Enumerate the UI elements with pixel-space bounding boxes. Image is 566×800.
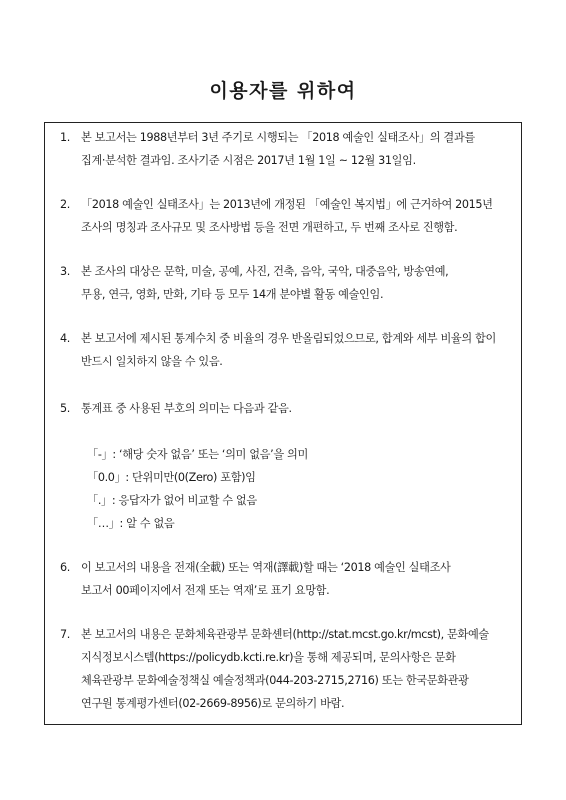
list-item <box>60 126 510 172</box>
item-number: 7. <box>60 628 70 641</box>
item-number: 1. <box>60 131 70 144</box>
item-line: 반드시 일치하지 않을 수 있음. <box>81 355 223 368</box>
item-text <box>81 260 510 306</box>
item-line: 본 보고서는 1988년부터 3년 주기로 시행되는 「2018 예술인 실태조사」의 결과를 <box>81 131 475 144</box>
notice-box <box>44 122 522 725</box>
item-number: 4. <box>60 332 70 345</box>
item-text <box>81 126 510 172</box>
list-item <box>60 623 510 715</box>
item-line: 지식정보시스템(https://policydb.kcti.re.kr)을 통해 제공되며, 문의사항은 문화 <box>81 651 456 664</box>
item-number: 3. <box>60 265 70 278</box>
item-text <box>81 556 510 602</box>
item-line: 본 보고서에 제시된 통계수치 중 비율의 경우 반올림되었으므로, 합계와 세부 비율의 합이 <box>81 332 496 345</box>
symbol-legend-line: 「-」: ‘해당 숫자 없음’ 또는 ‘의미 없음’을 의미 <box>87 448 308 461</box>
list-item <box>60 260 510 306</box>
item-number: 6. <box>60 561 70 574</box>
item-line: 무용, 연극, 영화, 만화, 기타 등 모두 14개 분야별 활동 예술인임. <box>81 288 384 301</box>
item-line: 체육관광부 문화예술정책실 예술정책과(044-203-2715,2716) 또는 한국문화관광 <box>81 674 469 687</box>
item-line: 본 조사의 대상은 문학, 미술, 공예, 사진, 건축, 음악, 국악, 대중음악, 방송연예, <box>81 265 449 278</box>
item-text <box>81 193 510 239</box>
item-line: 「2018 예술인 실태조사」는 2013년에 개정된 「예술인 복지법」에 근거하여 2015년 <box>81 198 493 211</box>
item-line: 집계·분석한 결과임. 조사기준 시점은 2017년 1월 1일 ~ 12월 31일임. <box>81 154 416 167</box>
list-item <box>60 193 510 239</box>
item-line: 통계표 중 사용된 부호의 의미는 다음과 같음. <box>81 402 292 415</box>
symbol-legend-line: 「.」: 응답자가 없어 비교할 수 없음 <box>87 494 257 507</box>
item-line: 조사의 명칭과 조사규모 및 조사방법 등을 전면 개편하고, 두 번째 조사로 진행함. <box>81 221 458 234</box>
symbol-legend-line: 「…」: 알 수 없음 <box>87 517 175 530</box>
item-line: 보고서 00페이지에서 전재 또는 역재’로 표기 요망함. <box>81 584 330 597</box>
item-text <box>81 623 510 715</box>
item-text <box>81 397 510 420</box>
item-number: 2. <box>60 198 70 211</box>
list-item <box>60 556 510 602</box>
item-line: 연구원 통계평가센터(02-2669-8956)로 문의하기 바람. <box>81 697 345 710</box>
list-item <box>60 397 510 420</box>
page-title: 이용자를 위하여 <box>209 80 357 102</box>
item-line: 이 보고서의 내용을 전재(全載) 또는 역재(譯載)할 때는 ‘2018 예술인 실태조사 <box>81 561 451 574</box>
item-line: 본 보고서의 내용은 문화체육관광부 문화셴터(http://stat.mcst.go.kr/mcst), 문화예술 <box>81 628 489 641</box>
item-text <box>81 327 510 373</box>
item-number: 5. <box>60 402 70 415</box>
list-item <box>60 327 510 373</box>
symbol-legend-line: 「0.0」: 단위미만(0(Zero) 포함)임 <box>87 471 256 484</box>
